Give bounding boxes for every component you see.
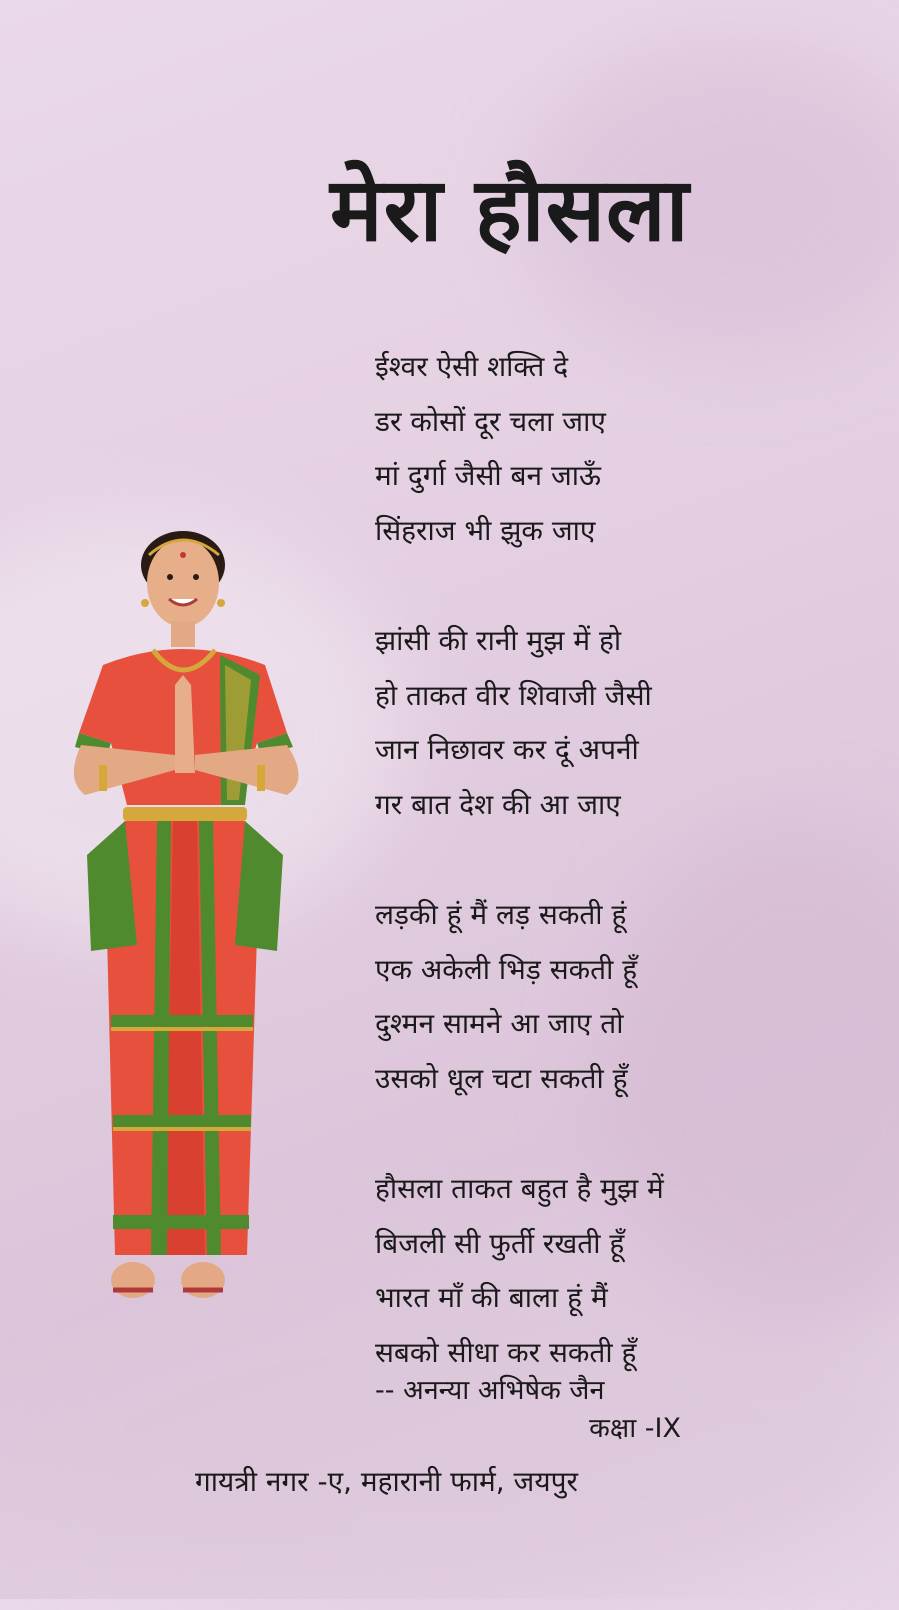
poem-line: भारत माँ की बाला हूं मैं [375,1281,608,1314]
poem-line: लड़की हूं मैं लड़ सकती हूं [375,898,627,931]
poem-line: एक अकेली भिड़ सकती हूँ [375,952,638,986]
stanza [375,1162,875,1380]
poem-line: हौसला ताकत बहुत है मुझ में [375,1172,664,1205]
poem-line: झांसी की रानी मुझ में हो [375,624,622,657]
poem-line: सबको सीधा कर सकती हूँ [375,1335,637,1369]
poem-line: ईश्वर ऐसी शक्ति दे [375,350,569,383]
poem-line: डर कोसों दूर चला जाए [375,404,606,438]
author-class: कक्षा -IX [589,1413,681,1444]
poem-body [375,340,875,1436]
poem-line: सिंहराज भी झुक जाए [375,513,596,547]
poem-line: बिजली सी फुर्ती रखती हूँ [375,1226,625,1260]
author-block [375,1372,695,1448]
stanza [375,340,875,558]
poem-line: गर बात देश की आ जाए [375,787,621,821]
poem-line: हो ताकत वीर शिवाजी जैसी [375,678,652,712]
poem-title: मेरा हौसला [330,158,690,261]
poem-line: मां दुर्गा जैसी बन जाऊँ [375,459,601,492]
poem-line: जान निछावर कर दूं अपनी [375,733,639,766]
poem-line: उसको धूल चटा सकती हूँ [375,1061,628,1095]
stanza [375,614,875,832]
stanza [375,888,875,1106]
poem-line: दुश्मन सामने आ जाए तो [375,1007,624,1040]
girl-photo [25,515,335,1315]
author-address: गायत्री नगर -ए, महारानी फार्म, जयपुर [195,1465,578,1498]
author-name: -- अनन्या अभिषेक जैन [375,1375,605,1406]
